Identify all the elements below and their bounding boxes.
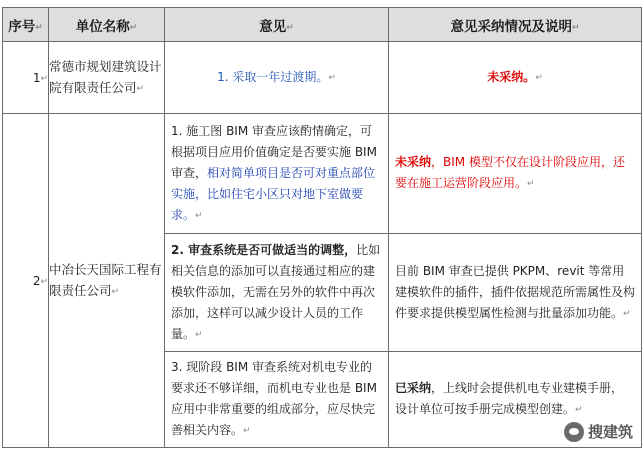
opinions-table — [2, 7, 642, 448]
header-unit: 单位名称↵ — [49, 8, 165, 42]
watermark-text: 搜建筑 — [587, 423, 633, 441]
table-row — [3, 114, 642, 234]
row-opinion: 3. 现阶段 BIM 审查系统对机电专业的要求还不够详细，而机电专业也是 BIM 应用中非常重要的组成部分，应尽快完善相关内容。↵ — [165, 352, 389, 448]
row-unit: 中冶长天国际工程有限责任公司↵ — [49, 114, 165, 448]
header-response: 意见采纳情况及说明↵ — [389, 8, 642, 42]
header-seq: 序号↵ — [3, 8, 49, 42]
row-opinion: 1. 采取一年过渡期。↵ — [165, 42, 389, 114]
row-response: 已采纳，上线时会提供机电专业建模手册，设计单位可按手册完成模型创建。↵ — [389, 352, 642, 448]
watermark — [564, 421, 633, 442]
row-opinion: 2. 审查系统是否可做适当的调整，比如相关信息的添加可以直接通过相应的建模软件添加，无需在另外的软件中再次添加，这样可以减少设计人员的工作量。↵ — [165, 234, 389, 352]
row-opinion: 1. 施工图 BIM 审查应该酌情确定，可根据项目应用价值确定是否要实施 BIM 审查，相对简单项目是否可对重点部位实施，比如住宅小区只对地下室做要求。↵ — [165, 114, 389, 234]
row-response: 未采纳。↵ — [389, 42, 642, 114]
header-opinion: 意见↵ — [165, 8, 389, 42]
row-seq: 2↵ — [3, 114, 49, 448]
row-seq: 1↵ — [3, 42, 49, 114]
row-response: 未采纳，BIM 模型不仅在设计阶段应用，还要在施工运营阶段应用。↵ — [389, 114, 642, 234]
row-unit: 常德市规划建筑设计院有限责任公司↵ — [49, 42, 165, 114]
row-response: 目前 BIM 审查已提供 PKPM、revit 等常用建模软件的插件，插件依据规范所需属性及构件要求提供模型属性检测与批量添加功能。↵ — [389, 234, 642, 352]
table-row — [3, 42, 642, 114]
wechat-logo-icon — [564, 422, 584, 442]
header-row — [3, 8, 642, 42]
